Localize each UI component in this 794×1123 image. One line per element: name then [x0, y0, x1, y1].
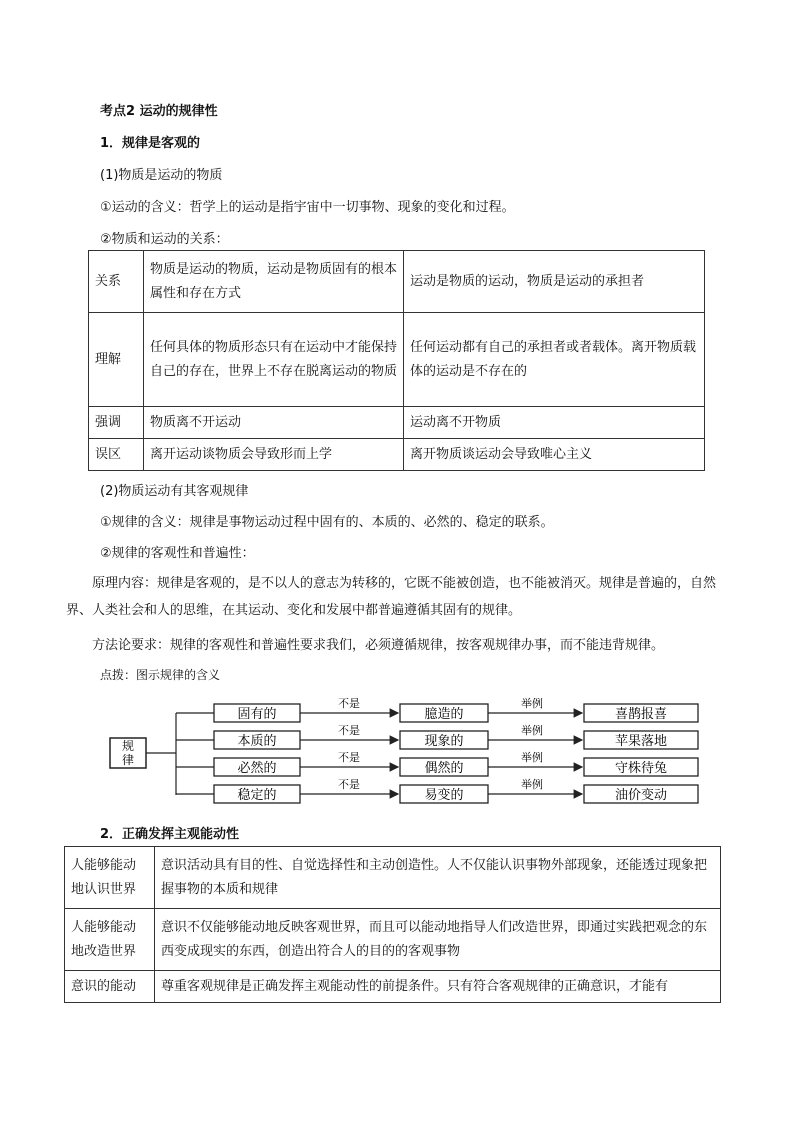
motion-cell: 任何运动都有自己的承担者或者载体。离开物质载体的运动是不存在的: [404, 313, 705, 407]
point1-title: 1．规律是客观的: [100, 136, 201, 151]
methodology-paragraph: 方法论要求：规律的客观性和普遍性要求我们，必须遵循规律，按客观规律办事，而不能违背规律。: [92, 638, 665, 653]
table-row: [65, 847, 721, 909]
relation-label: 不是: [338, 751, 360, 764]
table-row: [89, 407, 705, 439]
opposite-label: 臆造的: [424, 707, 464, 722]
example-label: 苹果落地: [614, 734, 668, 749]
matter-cell: 物质是运动的物质，运动是物质固有的根本属性和存在方式: [144, 251, 404, 313]
motion-definition: ①运动的含义：哲学上的运动是指宇宙中一切事物、现象的变化和过程。: [100, 200, 515, 215]
section-heading: 考点2 运动的规律性: [100, 104, 218, 119]
diagram-root-line2: 律: [121, 753, 135, 767]
relation-heading: ②物质和运动的关系：: [100, 232, 229, 247]
tip-heading: 点拨：图示规律的含义: [100, 668, 221, 682]
sub2-heading: (2)物质运动有其客观规律: [100, 484, 249, 499]
matter-motion-table: [88, 250, 705, 471]
point2-title: 2．正确发挥主观能动性: [100, 827, 240, 842]
example-relation-label: 举例: [521, 724, 543, 737]
relation-label: 不是: [338, 724, 360, 737]
diagram-row-0: [176, 696, 698, 722]
principle-paragraph: 原理内容：规律是客观的，是不以人的意志为转移的，它既不能被创造，也不能被消灭。规律是普遍的，自然界、人类社会和人的思维，在其运动、变化和发展中都普遍遵循其固有的规律。: [66, 576, 717, 618]
diagram-row-1: [176, 723, 698, 749]
row-label: 关系: [89, 251, 144, 313]
row-label: 理解: [89, 313, 144, 407]
relation-label: 不是: [338, 778, 360, 791]
law-properties-heading: ②规律的客观性和普遍性：: [100, 546, 255, 561]
matter-cell: 离开运动谈物质会导致形而上学: [144, 439, 404, 471]
table-row: [89, 251, 705, 313]
row-content: 尊重客观规律是正确发挥主观能动性的前提条件。只有符合客观规律的正确意识，才能有: [155, 971, 721, 1003]
law-meaning-diagram: [100, 690, 720, 810]
table-row: [65, 909, 721, 971]
table-row: [89, 439, 705, 471]
diagram-root-line1: 规: [121, 739, 135, 753]
table-row: [65, 971, 721, 1003]
attr-label: 必然的: [237, 761, 277, 776]
opposite-label: 现象的: [424, 734, 464, 749]
motion-cell: 运动离不开物质: [404, 407, 705, 439]
opposite-label: 偶然的: [424, 761, 464, 776]
relation-label: 不是: [338, 697, 360, 710]
row-label: 误区: [89, 439, 144, 471]
attr-label: 本质的: [237, 734, 277, 749]
example-relation-label: 举例: [521, 751, 543, 764]
example-label: 守株待兔: [614, 761, 668, 776]
example-label: 喜鹊报喜: [614, 707, 668, 722]
row-label: 人能够能动地改造世界: [65, 909, 155, 971]
agency-table: [64, 846, 721, 1003]
example-relation-label: 举例: [521, 697, 543, 710]
row-content: 意识不仅能够能动地反映客观世界，而且可以能动地指导人们改造世界，即通过实践把观念的东西变成现实的东西，创造出符合人的目的的客观事物: [155, 909, 721, 971]
diagram-row-3: [176, 777, 698, 803]
attr-label: 固有的: [237, 707, 277, 722]
row-label: 人能够能动地认识世界: [65, 847, 155, 909]
law-definition: ①规律的含义：规律是事物运动过程中固有的、本质的、必然的、稳定的联系。: [100, 515, 554, 530]
motion-cell: 运动是物质的运动，物质是运动的承担者: [404, 251, 705, 313]
attr-label: 稳定的: [237, 788, 277, 803]
row-label: 意识的能动: [65, 971, 155, 1003]
row-content: 意识活动具有目的性、自觉选择性和主动创造性。人不仅能认识事物外部现象，还能透过现象把握事物的本质和规律: [155, 847, 721, 909]
motion-cell: 离开物质谈运动会导致唯心主义: [404, 439, 705, 471]
sub1-heading: (1)物质是运动的物质: [100, 168, 223, 183]
example-relation-label: 举例: [521, 778, 543, 791]
row-label: 强调: [89, 407, 144, 439]
table-row: [89, 313, 705, 407]
opposite-label: 易变的: [424, 788, 464, 803]
matter-cell: 物质离不开运动: [144, 407, 404, 439]
matter-cell: 任何具体的物质形态只有在运动中才能保持自己的存在，世界上不存在脱离运动的物质: [144, 313, 404, 407]
diagram-row-2: [176, 750, 698, 776]
example-label: 油价变动: [614, 788, 668, 803]
